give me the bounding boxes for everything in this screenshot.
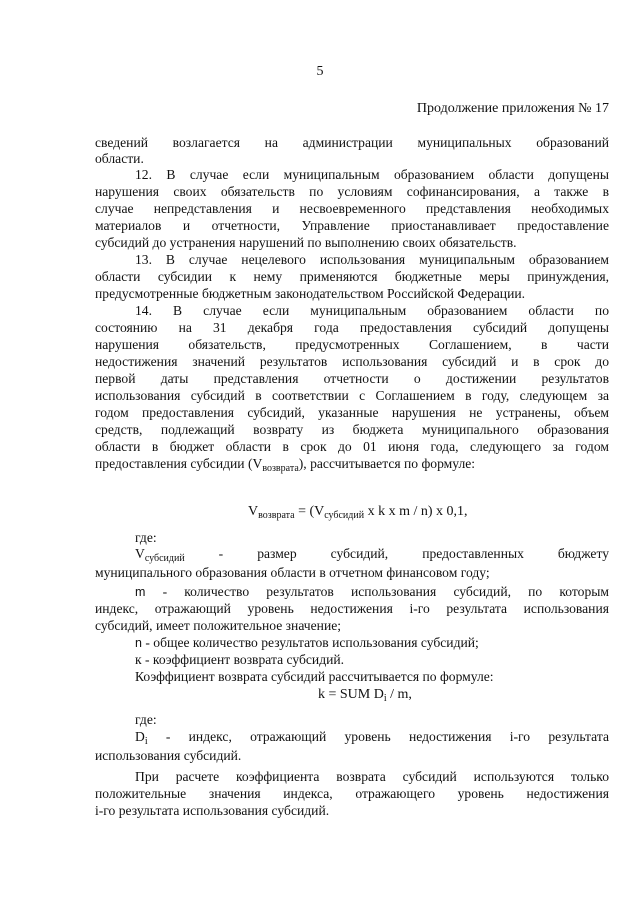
formula-k: k = SUM $D_i$ / m,: [318, 687, 412, 704]
text-line: субсидий до устранения нарушений по выполнению своих обязательств.: [95, 235, 517, 250]
text-line: области в бюджет области в срок до 01 июня года, следующего за годом: [95, 439, 609, 454]
text-line: использования субсидий в соответствии с Соглашением в году, следующем за: [95, 388, 609, 403]
text-line: использования субсидий.: [95, 748, 242, 763]
text-line: m - количество результатов использования субсидий, по которым: [135, 584, 609, 599]
text-line: n - общее количество результатов использования субсидий;: [135, 635, 479, 650]
text-line: муниципального образования области в отчетном финансовом году;: [95, 565, 490, 580]
text-line: Коэффициент возврата субсидий рассчитывается по формуле:: [135, 669, 494, 684]
text-line: индекс, отражающий уровень недостижения i-го результата использования: [95, 601, 609, 616]
text-line: состоянию на 31 декабря года предоставления субсидий допущены: [95, 320, 609, 335]
text-line: области субсидии к нему применяются бюджетные меры принуждения,: [95, 269, 609, 284]
text-line: материалов и отчетности, Управление приостанавливает предоставление: [95, 218, 609, 233]
where-label: где:: [135, 712, 157, 727]
text-line: $V_{субсидий}$ - размер субсидий, предоставленных бюджету: [135, 546, 609, 564]
text-line: положительные значения индекса, отражающего уровень недостижения: [95, 786, 609, 801]
text-line: предоставления субсидии $(V_{возврата})$, рассчитывается по формуле:: [95, 456, 476, 474]
text-line: предусмотренные бюджетным законодательством Российской Федерации.: [95, 286, 526, 301]
text-line: годом предоставления субсидий, указанные нарушения не устранены, объем: [95, 405, 609, 420]
text-line: $D_i$ - индекс, отражающий уровень недостижения i-го результата: [135, 729, 609, 747]
text-line: нарушения обязательств, предусмотренных Соглашением, в части: [95, 337, 609, 352]
text-line: первой даты представления отчетности о достижении результатов: [95, 371, 609, 386]
appendix-header: Продолжение приложения № 17: [416, 101, 609, 116]
paragraph-12-start: 12. В случае если муниципальным образованием области допущены: [135, 167, 609, 182]
text-line: сведений возлагается на администрации муниципальных образований: [95, 135, 609, 150]
text-line: i-го результата использования субсидий.: [95, 803, 330, 818]
paragraph-13-start: 13. В случае нецелевого использования муниципальным образованием: [135, 252, 609, 267]
text-line: нарушения своих обязательств по условиям софинансирования, а также в: [95, 184, 609, 199]
text-line: к - коэффициент возврата субсидий.: [135, 652, 345, 667]
where-label: где:: [135, 530, 157, 545]
text-line: средств, подлежащий возврату из бюджета муниципального образования: [95, 422, 609, 437]
text-line: недостижения значений результатов использования субсидий и в срок до: [95, 354, 609, 369]
text-line: субсидий, имеет положительное значение;: [95, 618, 342, 633]
paragraph-14-start: 14. В случае если муниципальным образованием области по: [135, 303, 609, 318]
text-line: области.: [95, 151, 144, 166]
text-line: случае непредставления и несвоевременного представления необходимых: [95, 201, 609, 216]
formula-v-return: $V_{возврата} = (V_{субсидий}$ x k x m / n) x 0,1,: [248, 504, 468, 521]
page-number: 5: [316, 64, 324, 79]
text-line: При расчете коэффициента возврата субсидий используются только: [135, 769, 609, 784]
